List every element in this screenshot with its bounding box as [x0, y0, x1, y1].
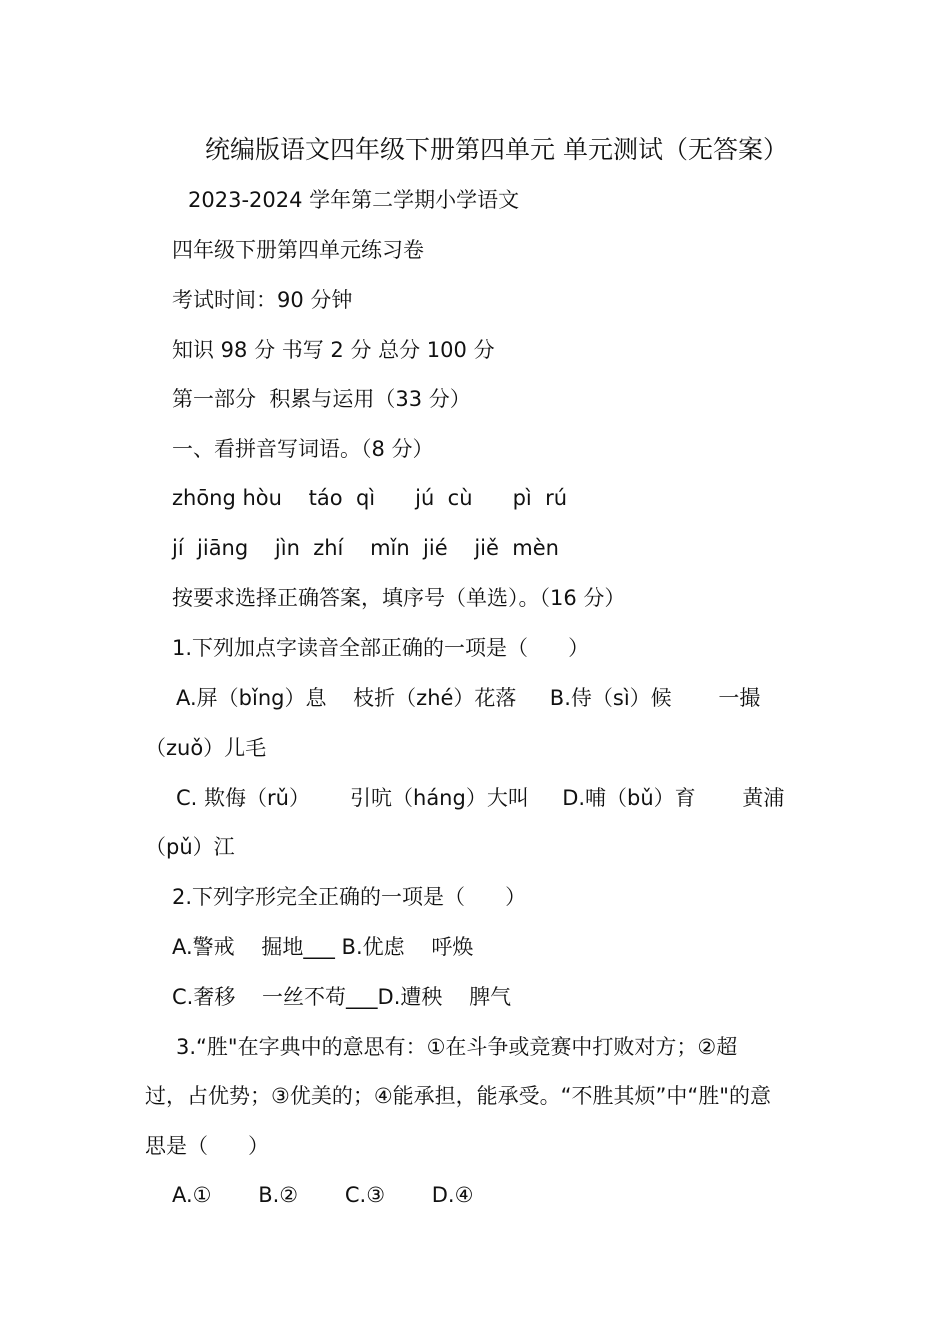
question-2-stem: 2.下列字形完全正确的一项是（ ）	[172, 885, 527, 909]
question-3-options: A.① B.② C.③ D.④	[172, 1183, 474, 1207]
question-1-options-line-4: （pǔ）江	[145, 835, 235, 859]
question-2-options-line-2: C.奢移 一丝不苟___D.遭秧 脾气	[172, 985, 512, 1009]
score-breakdown-line: 知识 98 分 书写 2 分 总分 100 分	[172, 338, 495, 362]
pinyin-row-2: jí jiāng jìn zhí mǐn jié jiě mèn	[172, 536, 559, 560]
section-one-heading: 一、看拼音写词语。（8 分）	[172, 437, 434, 461]
document-title: 统编版语文四年级下册第四单元 单元测试（无答案）	[205, 135, 788, 164]
question-1-stem: 1.下列加点字读音全部正确的一项是（ ）	[172, 636, 590, 660]
school-year-line: 2023-2024 学年第二学期小学语文	[188, 188, 520, 212]
question-1-options-line-2: （zuǒ）儿毛	[145, 736, 267, 760]
question-3-stem-line-3: 思是（ ）	[145, 1134, 270, 1158]
question-1-options-line-3: C. 欺侮（rǔ） 引吭（háng）大叫 D.哺（bǔ）育 黄浦	[176, 786, 785, 810]
exam-name-line: 四年级下册第四单元练习卷	[172, 238, 424, 262]
section-two-heading: 按要求选择正确答案，填序号（单选）。（16 分）	[172, 586, 626, 610]
part-one-heading: 第一部分 积累与运用（33 分）	[172, 387, 471, 411]
pinyin-row-1: zhōng hòu táo qì jú cù pì rú	[172, 486, 568, 510]
question-2-options-line-1: A.警戒 掘地___ B.优虑 呼焕	[172, 935, 474, 959]
exam-time-line: 考试时间：90 分钟	[172, 288, 353, 312]
question-3-stem-line-2: 过，占优势；③优美的；④能承担，能承受。“不胜其烦”中“胜"的意	[145, 1084, 771, 1108]
question-3-stem-line-1: 3.“胜"在字典中的意思有：①在斗争或竞赛中打败对方；②超	[176, 1035, 738, 1059]
question-1-options-line-1: A.屏（bǐng）息 枝折（zhé）花落 B.侍（sì）候 一撮	[176, 686, 761, 710]
